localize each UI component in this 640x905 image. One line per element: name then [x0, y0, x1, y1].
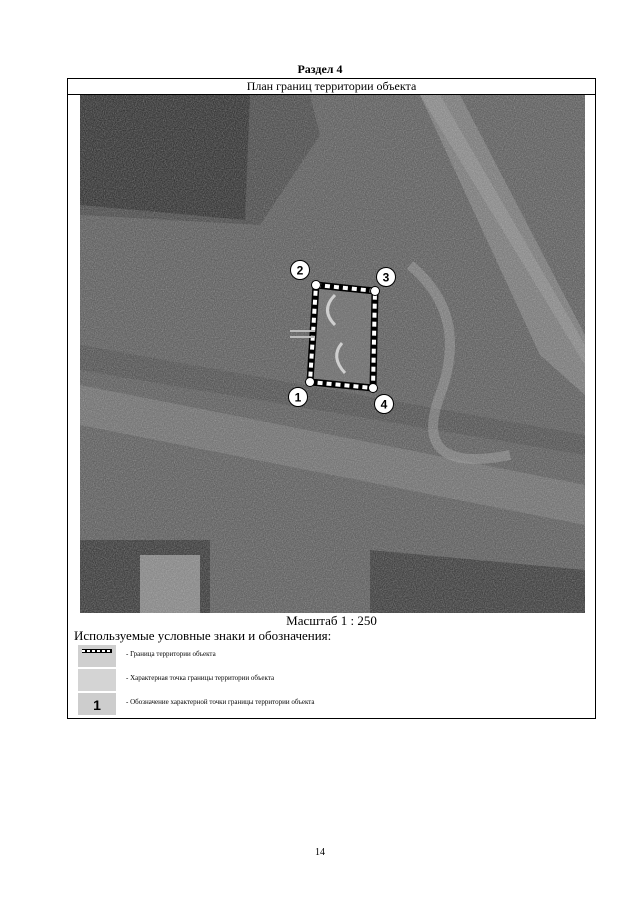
page-number: 14: [315, 847, 325, 858]
vertex-point-2: [312, 281, 321, 290]
svg-text:4: 4: [380, 397, 388, 412]
aerial-photo: [80, 95, 585, 613]
svg-text:1: 1: [93, 697, 101, 713]
legend-item-label: [78, 693, 578, 717]
point-symbol-icon: [78, 669, 116, 691]
point-label-3: [377, 268, 396, 287]
vertex-point-1: [306, 378, 315, 387]
point-label-4: [375, 395, 394, 414]
point-label-1: [289, 388, 308, 407]
svg-text:2: 2: [296, 263, 304, 278]
boundary-symbol-icon: [78, 645, 116, 667]
section-title: Раздел 4: [297, 62, 343, 76]
plan-frame: [67, 78, 596, 719]
legend-text-boundary: - Граница территории объекта: [126, 650, 216, 658]
scale-label: Масштаб 1 : 250: [286, 613, 377, 628]
point-label-symbol-icon: [78, 693, 116, 715]
legend-title: Используемые условные знаки и обозначения:: [74, 628, 332, 643]
plan-title: План границ территории объекта: [68, 79, 595, 95]
legend-text-point: - Характерная точка границы территории объекта: [126, 674, 275, 682]
legend-text-label: - Обозначение характерной точки границы территории объекта: [126, 698, 315, 706]
vertex-point-4: [369, 384, 378, 393]
vertex-point-3: [371, 287, 380, 296]
svg-text:1: 1: [294, 390, 302, 405]
legend-item-point: [78, 669, 578, 693]
legend-item-boundary: [78, 645, 578, 669]
aerial-map: [80, 95, 585, 613]
svg-text:3: 3: [382, 270, 390, 285]
point-label-2: [291, 261, 310, 280]
